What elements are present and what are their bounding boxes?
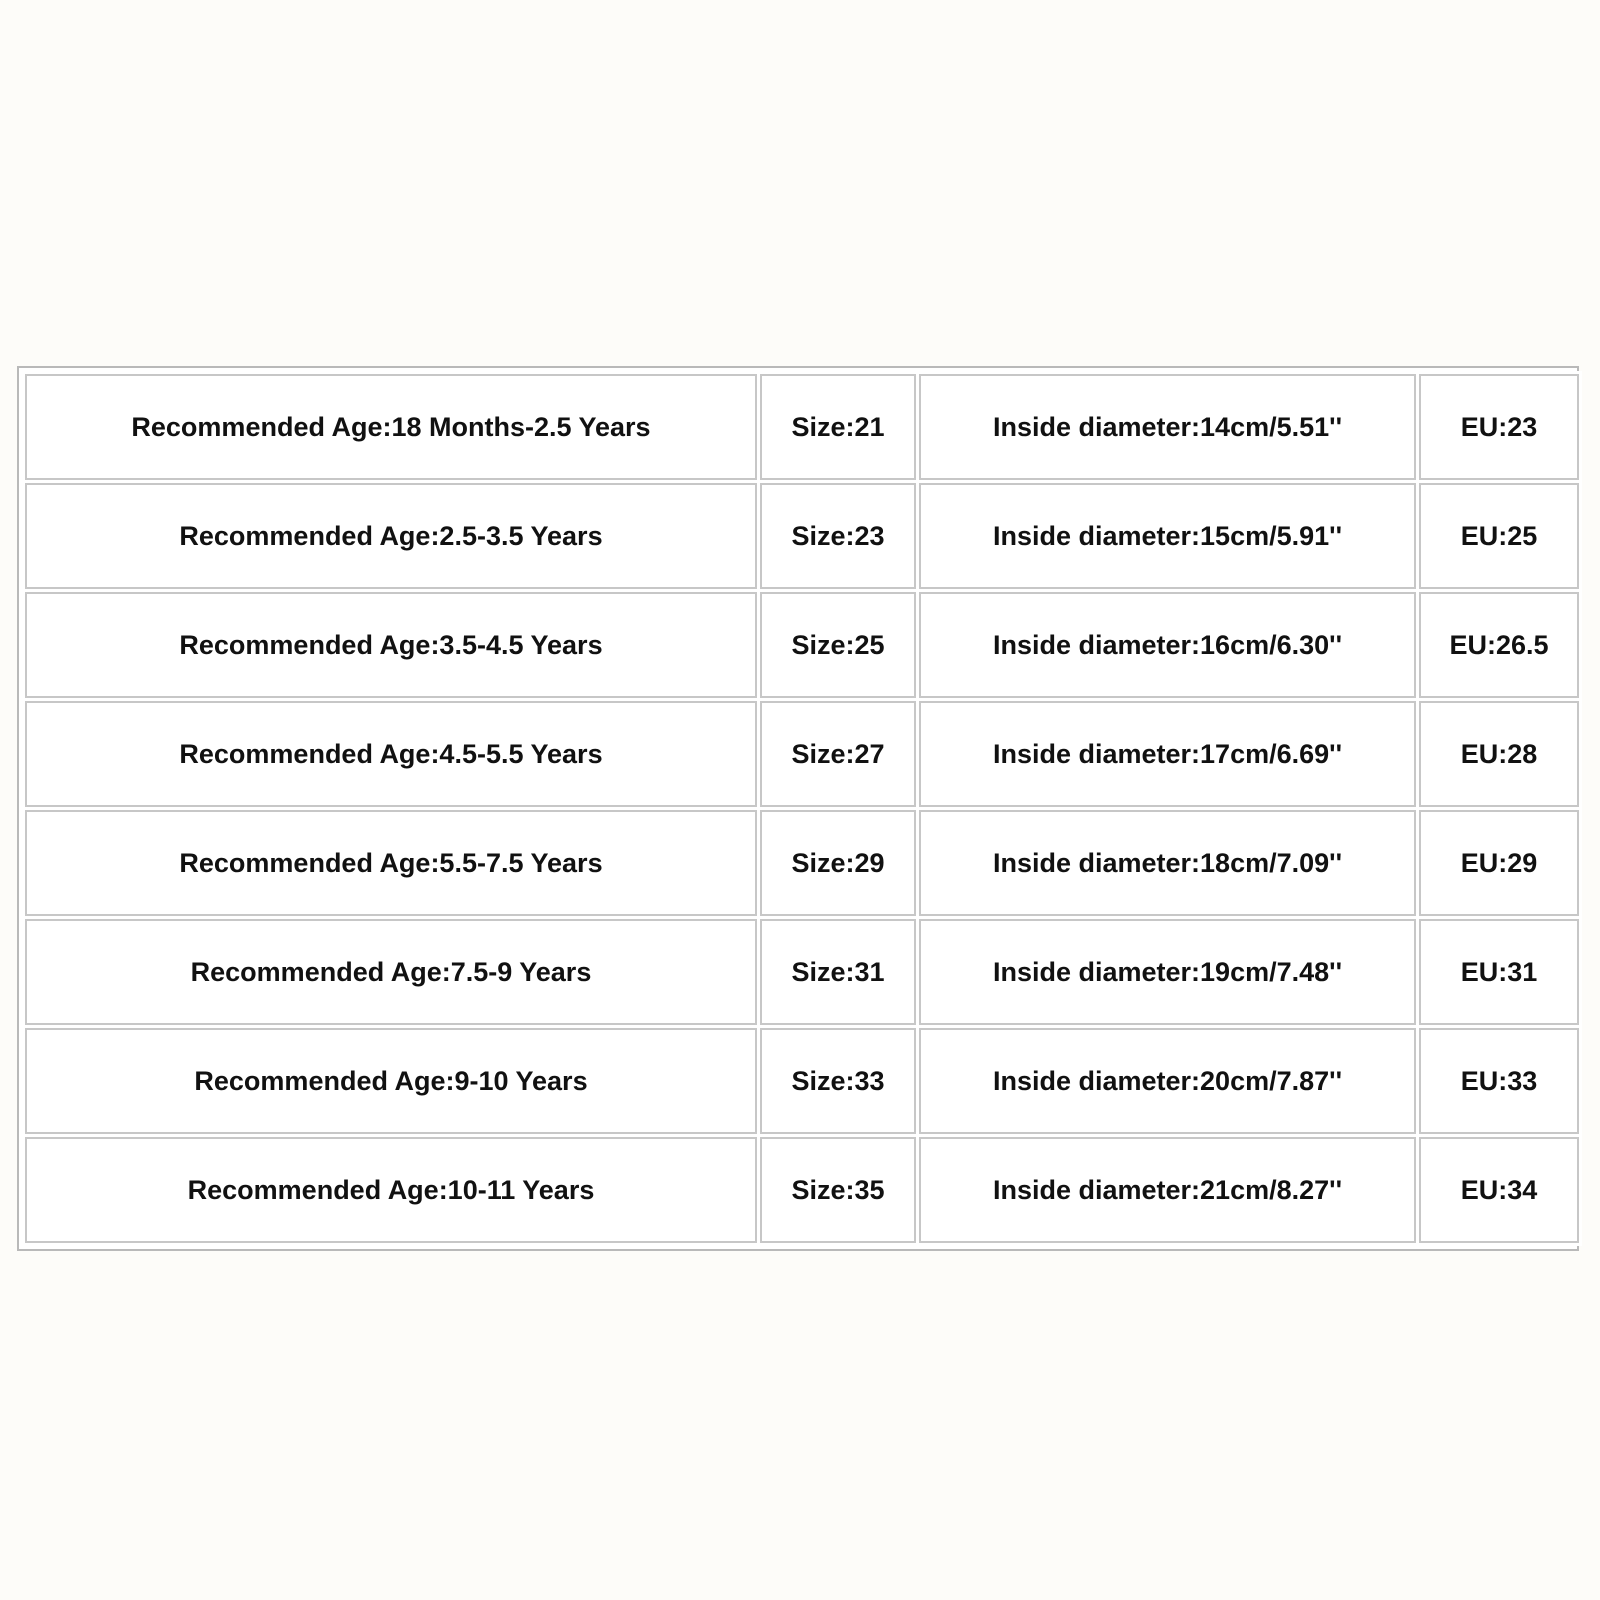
size-cell: Size:23 (760, 483, 916, 589)
size-cell: Size:33 (760, 1028, 916, 1134)
size-cell: Size:21 (760, 374, 916, 480)
size-chart-table-wrapper (17, 366, 1579, 1251)
age-cell: Recommended Age:2.5-3.5 Years (25, 483, 757, 589)
eu-cell: EU:29 (1419, 810, 1579, 916)
diameter-cell: Inside diameter:18cm/7.09'' (919, 810, 1416, 916)
table-row (25, 701, 1579, 807)
eu-cell: EU:28 (1419, 701, 1579, 807)
eu-cell: EU:25 (1419, 483, 1579, 589)
size-cell: Size:31 (760, 919, 916, 1025)
size-cell: Size:27 (760, 701, 916, 807)
table-row (25, 810, 1579, 916)
age-cell: Recommended Age:18 Months-2.5 Years (25, 374, 757, 480)
age-cell: Recommended Age:7.5-9 Years (25, 919, 757, 1025)
age-cell: Recommended Age:4.5-5.5 Years (25, 701, 757, 807)
diameter-cell: Inside diameter:17cm/6.69'' (919, 701, 1416, 807)
diameter-cell: Inside diameter:21cm/8.27'' (919, 1137, 1416, 1243)
diameter-cell: Inside diameter:20cm/7.87'' (919, 1028, 1416, 1134)
age-cell: Recommended Age:9-10 Years (25, 1028, 757, 1134)
table-row (25, 483, 1579, 589)
eu-cell: EU:33 (1419, 1028, 1579, 1134)
size-cell: Size:35 (760, 1137, 916, 1243)
table-row (25, 919, 1579, 1025)
table-row (25, 592, 1579, 698)
size-chart-table (22, 371, 1582, 1246)
eu-cell: EU:26.5 (1419, 592, 1579, 698)
eu-cell: EU:31 (1419, 919, 1579, 1025)
diameter-cell: Inside diameter:16cm/6.30'' (919, 592, 1416, 698)
age-cell: Recommended Age:10-11 Years (25, 1137, 757, 1243)
size-cell: Size:25 (760, 592, 916, 698)
table-row (25, 1028, 1579, 1134)
age-cell: Recommended Age:3.5-4.5 Years (25, 592, 757, 698)
eu-cell: EU:34 (1419, 1137, 1579, 1243)
table-row (25, 374, 1579, 480)
table-row (25, 1137, 1579, 1243)
diameter-cell: Inside diameter:15cm/5.91'' (919, 483, 1416, 589)
size-cell: Size:29 (760, 810, 916, 916)
diameter-cell: Inside diameter:19cm/7.48'' (919, 919, 1416, 1025)
eu-cell: EU:23 (1419, 374, 1579, 480)
diameter-cell: Inside diameter:14cm/5.51'' (919, 374, 1416, 480)
age-cell: Recommended Age:5.5-7.5 Years (25, 810, 757, 916)
